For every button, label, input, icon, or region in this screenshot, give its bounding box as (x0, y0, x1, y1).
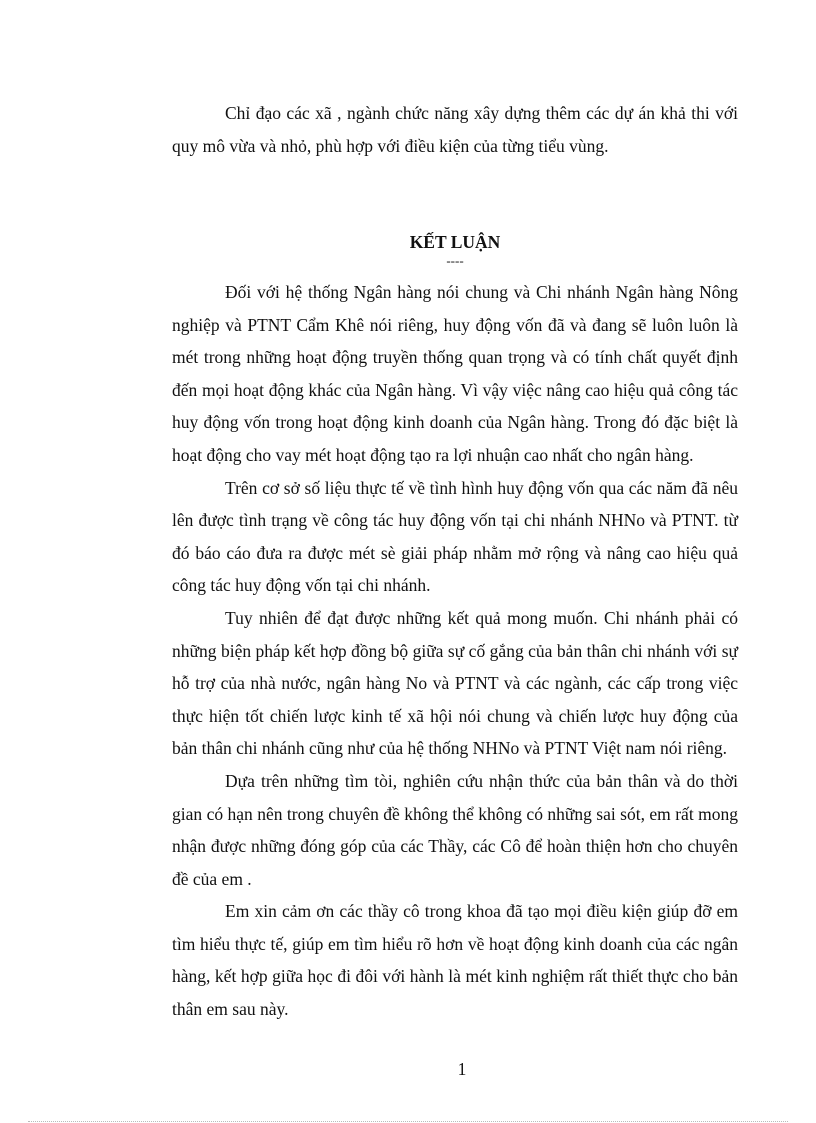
intro-paragraph: Chỉ đạo các xã , ngành chức năng xây dựng thêm các dự án khả thi với quy mô vừa và nhỏ, phù hợp với điều kiện của từng tiểu vùng. (172, 103, 738, 156)
page-number: 1 (457, 1059, 467, 1079)
conclusion-paragraph-4: Dựa trên những tìm tòi, nghiên cứu nhận thức của bản thân và do thời gian có hạn nên trong chuyên đề không thể không có những sai sót, em rất mong nhận được những đóng góp của các Thầy, các Cô để hoàn thiện hơn cho chuyên đề của em . (172, 770, 738, 889)
conclusion-paragraph-5: Em xin cảm ơn các thầy cô trong khoa đã tạo mọi điều kiện giúp đỡ em tìm hiểu thực tế, giúp em tìm hiểu rõ hơn về hoạt động kinh doanh của các ngân hàng, kết hợp giữa học đi đôi với hành là mét kinh nghiệm rất thiết thực cho bản thân em sau này. (172, 901, 738, 1020)
heading-rule: ---- (446, 253, 464, 268)
conclusion-body (172, 276, 738, 1026)
conclusion-heading: KẾT LUẬN (409, 232, 501, 252)
conclusion-paragraph-1: Đối với hệ thống Ngân hàng nói chung và Chi nhánh Ngân hàng Nông nghiệp và PTNT Cẩm Khê nói riêng, huy động vốn đã và đang sẽ luôn luôn là mét trong những hoạt động truyền thống quan trọng và có tính chất quyết định đến mọi hoạt động khác của Ngân hàng. Vì vậy việc nâng cao hiệu quả công tác huy động vốn trong hoạt động kinh doanh của Ngân hàng. Trong đó đặc biệt là hoạt động cho vay mét hoạt động tạo ra lợi nhuận cao nhất cho ngân hàng. (172, 282, 738, 465)
conclusion-paragraph-3: Tuy nhiên để đạt được những kết quả mong muốn. Chi nhánh phải có những biện pháp kết hợp đồng bộ giữa sự cố gắng của bản thân chi nhánh với sự hỗ trợ của nhà nước, ngân hàng No và PTNT và các ngành, các cấp trong việc thực hiện tốt chiến lược kinh tế xã hội nói chung và chiến lược huy động của bản thân chi nhánh cũng như của hệ thống NHNo và PTNT Việt nam nói riêng. (172, 607, 738, 759)
page-bottom-divider (28, 1121, 788, 1122)
conclusion-paragraph-2: Trên cơ sở số liệu thực tế về tình hình huy động vốn qua các năm đã nêu lên được tình trạng về công tác huy động vốn tại chi nhánh NHNo và PTNT. từ đó báo cáo đưa ra được mét sè giải pháp nhằm mở rộng và nâng cao hiệu quả công tác huy động vốn tại chi nhánh. (172, 477, 738, 596)
